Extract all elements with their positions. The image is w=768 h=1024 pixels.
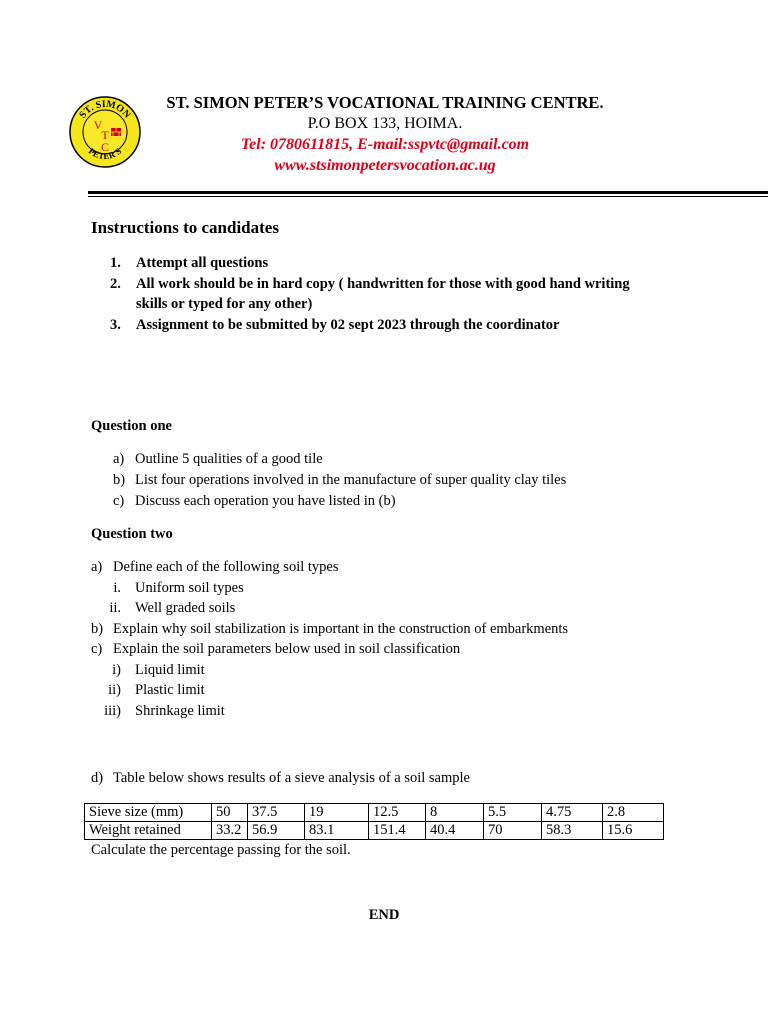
instructions-heading: Instructions to candidates [91,218,279,237]
question-two-subitem: i) Liquid limit [112,662,205,678]
instruction-item: 2. All work should be in hard copy ( handwritten for those with good hand writing [110,276,630,292]
question-one-heading: Question one [91,418,172,434]
question-two-subitem: iii) Shrinkage limit [104,703,225,719]
website-link[interactable]: www.stsimonpetersvocation.ac.ug [274,157,496,174]
question-two-subitem: ii. Well graded soils [109,600,236,616]
logo-top-text: ST. SIMON [77,98,133,121]
contact-line: Tel: 0780611815, E-mail:sspvtc@gmail.com [240,136,530,153]
question-two-subitem: i. Uniform soil types [113,580,244,596]
instruction-item: 3. Assignment to be submitted by 02 sept 2023 through the coordinator [110,317,560,333]
sieve-analysis-table [84,803,664,840]
table-cell: 50 [212,804,248,822]
school-name: ST. SIMON PETER’S VOCATIONAL TRAINING CENTRE. [166,93,604,112]
table-cell: 2.8 [603,804,664,822]
question-two-subitem: ii) Plastic limit [108,682,205,698]
table-cell: 40.4 [426,822,484,840]
table-cell: 12.5 [369,804,426,822]
table-cell: Sieve size (mm) [85,804,212,822]
question-two-part-b: b) Explain why soil stabilization is important in the construction of embarkments [91,621,569,637]
table-cell: Weight retained [85,822,212,840]
table-cell: 58.3 [542,822,603,840]
question-two-part-a: a) Define each of the following soil types [91,559,339,575]
po-box: P.O BOX 133, HOIMA. [307,115,463,132]
table-cell: 5.5 [484,804,542,822]
table-cell: 70 [484,822,542,840]
table-cell: 83.1 [305,822,369,840]
question-one-item: a) Outline 5 qualities of a good tile [113,451,323,467]
logo-bottom-text: PETER'S [86,145,124,162]
instruction-item: 1. Attempt all questions [110,255,269,271]
question-two-heading: Question two [91,526,173,542]
table-cell: 19 [305,804,369,822]
question-one-item: c) Discuss each operation you have listed in (b) [113,493,396,509]
table-cell: 33.2 [212,822,248,840]
table-cell: 56.9 [248,822,305,840]
table-row [85,804,664,822]
table-cell: 4.75 [542,804,603,822]
table-cell: 15.6 [603,822,664,840]
table-cell: 8 [426,804,484,822]
logo-letter-c: C [100,140,110,154]
header-divider-thin [88,196,768,197]
table-cell: 37.5 [248,804,305,822]
logo-letter-t: T [101,128,109,142]
table-cell: 151.4 [369,822,426,840]
question-one-item: b) List four operations involved in the manufacture of super quality clay tiles [113,472,567,488]
calculation-instruction: Calculate the percentage passing for the soil. [91,842,351,858]
end-marker: END [368,907,400,923]
table-row [85,822,664,840]
instruction-item-continued: skills or typed for any other) [136,296,313,312]
logo-letter-v: V [93,118,103,132]
header-divider [88,191,768,194]
question-two-part-c: c) Explain the soil parameters below used in soil classification [91,641,461,657]
school-logo [68,95,142,169]
question-two-part-d: d) Table below shows results of a sieve analysis of a soil sample [91,770,470,786]
